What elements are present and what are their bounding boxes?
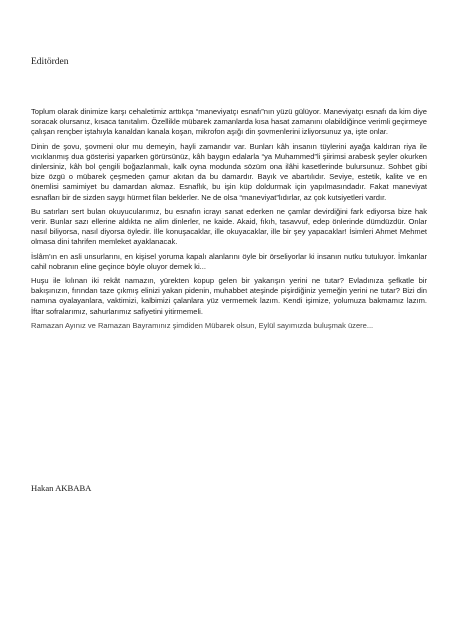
paragraph: Huşu ile kılınan iki rekât namazın, yürekten kopup gelen bir yakarışın yerini ne tutar? Evladınıza şefkatle bir bakışınızın, fırından taze çıkmış elinizi yakan pidenin, muhabbet ateşinde pişirdiğiniz yemeğin yerini ne tutar? Bizi din namına oyalayanlara, vaktimizi, kalbimizi çalanlara yüz vermemek lazım. Kendi işimize, yolumuza bakmamız lazım. İftar sofralarımız, sahurlarımız safiyetini yitirmemeli. xyxy=(31,276,427,316)
paragraph: Bu satırları sert bulan okuyucularımız, bu esnafın icrayı sanat ederken ne çamlar devirdiğini fark ediyorsa bize hak verir. Bunlar sazı ellerine aldıkta ne alim dinlerler, ne kaide. Akaid, fıkıh, tasavvuf, edep önlerinde dümdüzdür. Onlar nasıl biliyorsa, nasıl diyorsa öyledir. İlle konuşacaklar, ille okuyacaklar, ille bir şey yapacaklar! İsimleri Ahmet Mehmet olmasa dini tahrifen memleket ayaklanacak. xyxy=(31,206,427,247)
paragraph: İslâm’ın en asli unsurlarını, en kişisel yoruma kapalı alanlarını öyle bir örseliyorlar ki insanın nutku tutuluyor. İmkanlar cahil nobranın eline geçince böyle oluyor demek ki... xyxy=(31,251,427,271)
closing-paragraph: Ramazan Ayınız ve Ramazan Bayramınız şimdiden Mübarek olsun, Eylül sayımızda buluşmak üzere... xyxy=(31,320,374,330)
page-title: Editörden xyxy=(31,57,69,67)
paragraph: Toplum olarak dinimize karşı cehaletimiz arttıkça “maneviyatçı esnafı”nın yüzü gülüyor. Maneviyatçı esnafı da kim diye soracak olursanız, kısaca tanıtalım. Özellikle mübarek zamanlarda kısa hasat zamanını olabildiğince verimli geçirmeye çalışan rençber iştahıyla kanaldan kanala koşan, mikrofon aşığı din şovmenlerini izliyorsunuz ya, işte onlar. xyxy=(31,107,427,137)
editorial-body xyxy=(31,107,427,335)
author-signature: Hakan AKBABA xyxy=(31,483,92,493)
paragraph: Dinin de şovu, şovmeni olur mu demeyin, hayli zamandır var. Bunları kâh insanın tüylerini ayağa kaldıran riya ile vıcıklanmış dua gösterisi yaparken görürsünüz, kâh baygın edalarla “ya Muhammed”li şiirimsi arabesk şeyler okurken dinlersiniz, kâh bol çengili boğazlanmalı, kalk oyna modunda sözüm ona ilâhi kasetlerinde bulursunuz. Sohbet gibi bize özgü o mübarek çeşmeden çamur akıtan da bu damardır. Bayık ve abartılıdır. Seviye, estetik, kalite ve en önemlisi samimiyet bu damardan akmaz. Esnaflık, bu işin küp doldurmak için yapılmasındadır. Fakat maneviyat esnafları bir de sizden saygı hürmet filan beklerler. Ne de olsa “maneviyat”lıdırlar, az çok kutsiyetleri vardır. xyxy=(31,141,427,202)
